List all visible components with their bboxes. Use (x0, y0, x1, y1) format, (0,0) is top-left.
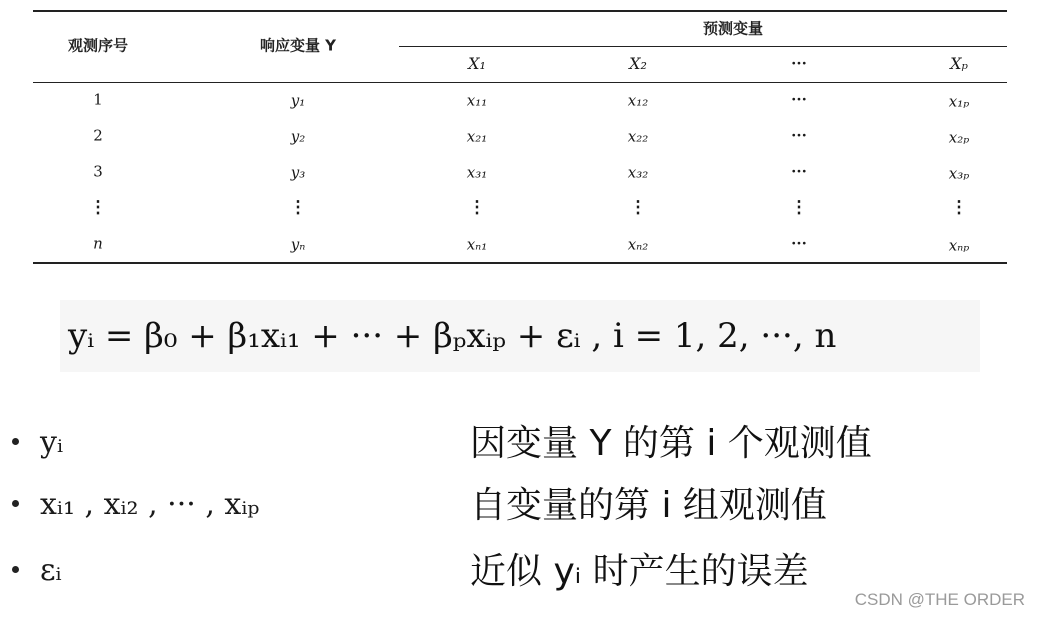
list-item (12, 480, 1012, 536)
watermark: CSDN @THE ORDER (854, 590, 1025, 609)
term-y-i: yᵢ (40, 425, 63, 460)
table-top-rule (33, 10, 1007, 12)
table-bottom-rule (33, 262, 1007, 264)
table-cell: ··· (791, 90, 807, 109)
table-cell: x₂₂ (627, 127, 649, 146)
table-cell: xₙ₂ (627, 235, 649, 254)
table-cell: ⋮ (468, 197, 486, 218)
term-x-i: xᵢ₁ , xᵢ₂ , ··· , xᵢₚ (40, 487, 260, 522)
table-cell: x₃₂ (627, 163, 649, 182)
table-cell: x₂ₚ (948, 128, 970, 147)
predictor-header-rule (399, 46, 1007, 47)
desc-y-i: 因变量 Y 的第 i 个观测值 (470, 423, 872, 464)
table-cell: x₁₁ (466, 91, 488, 110)
table-header-rule (33, 82, 1007, 83)
bullet-dot (12, 438, 19, 445)
desc-x-i: 自变量的第 i 组观测值 (470, 485, 827, 526)
table-cell: x₁₂ (627, 91, 649, 110)
header-predictors: 预测变量 (702, 19, 764, 38)
table-cell: ⋮ (629, 197, 647, 218)
table-cell: n (93, 234, 103, 253)
header-xdots: ··· (791, 54, 807, 73)
table-cell: yₙ (290, 235, 306, 254)
table-cell: ⋮ (950, 197, 968, 218)
table-cell: x₃₁ (466, 163, 488, 182)
table-cell: ··· (791, 126, 807, 145)
bullet-dot (12, 566, 19, 573)
table-cell: ··· (791, 162, 807, 181)
list-item (12, 418, 1012, 474)
observation-table (33, 10, 1007, 265)
header-response: 响应变量 Y (259, 36, 337, 55)
header-obs: 观测序号 (67, 36, 129, 55)
table-cell: xₙ₁ (466, 235, 488, 254)
table-cell: x₃ₚ (948, 164, 970, 183)
bullet-dot (12, 500, 19, 507)
table-cell: ⋮ (790, 197, 808, 218)
table-cell: xₙₚ (948, 236, 970, 255)
term-epsilon-i: εᵢ (40, 553, 62, 588)
table-cell: y₃ (290, 163, 306, 182)
table-cell: x₂₁ (466, 127, 488, 146)
header-x2: X₂ (629, 54, 647, 73)
header-x1: X₁ (468, 54, 486, 73)
table-cell: 2 (93, 126, 103, 145)
table-cell: ··· (791, 234, 807, 253)
table-cell: 3 (93, 162, 103, 181)
table-cell: 1 (93, 90, 103, 109)
table-cell: x₁ₚ (948, 92, 970, 111)
table-cell: ⋮ (89, 197, 107, 218)
table-cell: y₂ (290, 127, 306, 146)
table-cell: ⋮ (289, 197, 307, 218)
regression-formula: yᵢ = β₀ + β₁xᵢ₁ + ··· + βₚxᵢₚ + εᵢ , i = 1, 2, ···, n (68, 316, 837, 356)
table-cell: y₁ (290, 91, 306, 110)
desc-epsilon-i: 近似 yᵢ 时产生的误差 (470, 551, 809, 592)
header-xp: Xₚ (950, 54, 968, 73)
